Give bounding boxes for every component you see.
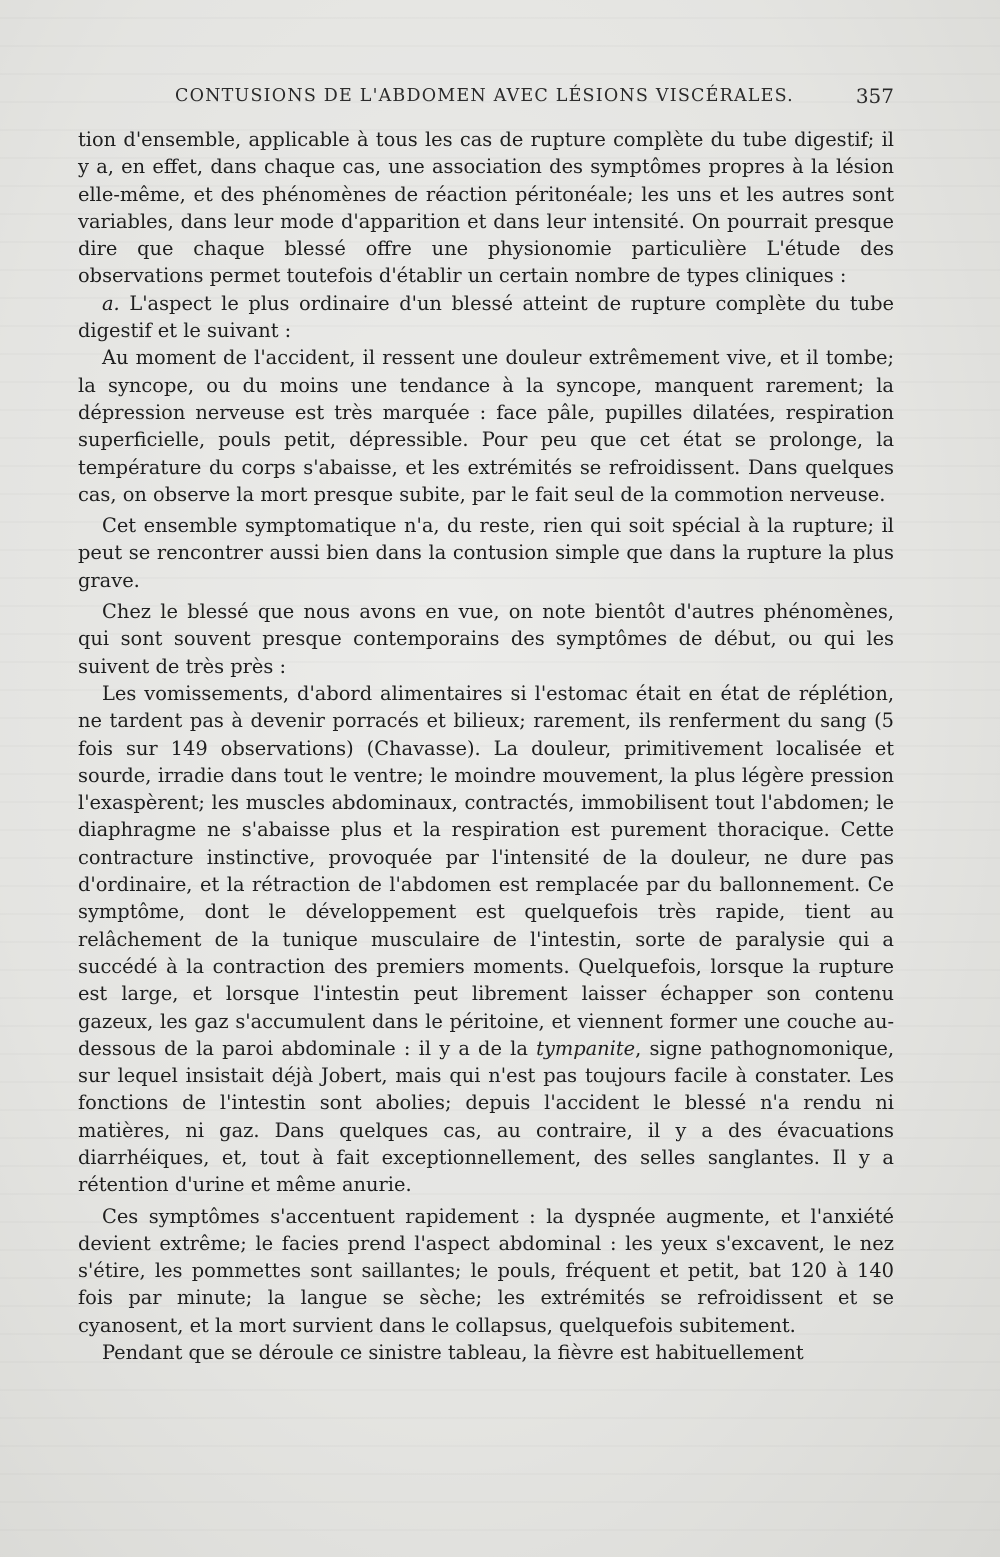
running-head: CONTUSIONS DE L'ABDOMEN AVEC LÉSIONS VISCÉRALES. [175,86,794,106]
paragraph-6-text-b: , signe pathognomonique, sur lequel insistait déjà Jobert, mais qui n'est pas toujours facile à constater. Les fonctions de l'intestin sont abolies; depuis l'accident le blessé n'a rendu ni matières, ni gaz. Dans quelques cas, au contraire, il y a des évacuations diarrhéiques, et, tout à fait exceptionnellement, des selles sanglantes. Il y a rétention d'urine et même anurie. [78,1036,894,1197]
paragraph-2-text: L'aspect le plus ordinaire d'un blessé atteint de rupture complète du tube digestif et le suivant : [78,291,894,343]
page-number: 357 [855,84,894,108]
paragraph-3: Au moment de l'accident, il ressent une douleur extrêmement vive, et il tombe; la syncope, ou du moins une tendance à la syncope, manquent rarement; la dépression nerveuse est très marquée : face pâle, pupilles dilatées, respiration superficielle, pouls petit, dépressible. Pour peu que cet état se prolonge, la température du corps s'abaisse, et les extrémités se refroidissent. Dans quelques cas, on observe la mort presque subite, par le fait seul de la commotion nerveuse. [78,346,894,506]
paragraph-4: Cet ensemble symptomatique n'a, du reste, rien qui soit spécial à la rupture; il peut se rencontrer aussi bien dans la contusion simple que dans la rupture la plus grave. [78,514,894,592]
paragraph-1: tion d'ensemble, applicable à tous les cas de rupture complète du tube digestif; il y a, en effet, dans chaque cas, une association des symptômes propres à la lésion elle-même, et des phénomènes de réaction péritonéale; les uns et les autres sont variables, dans leur mode d'apparition et dans leur intensité. On pourrait presque dire que chaque blessé offre une physionomie particulière L'étude des observations permet toutefois d'établir un certain nombre de types cliniques : [78,128,894,288]
italic-term-tympanite: tympanite [536,1036,636,1060]
paragraph-6 [78,680,894,1199]
paragraph-5: Chez le blessé que nous avons en vue, on note bientôt d'autres phénomènes, qui sont souvent presque contemporains des symptômes de début, ou qui les suivent de très près : [78,600,894,678]
paragraph-8: Pendant que se déroule ce sinistre tableau, la fièvre est habituellement [102,1341,804,1365]
body-text [78,126,894,1366]
paragraph-7: Ces symptômes s'accentuent rapidement : la dyspnée augmente, et l'anxiété devient extrême; le facies prend l'aspect abdominal : les yeux s'excavent, le nez s'étire, les pommettes sont saillantes; le pouls, fréquent et petit, bat 120 à 140 fois par minute; la langue se sèche; les extrémités se refroidissent et se cyanosent, et la mort survient dans le collapsus, quelquefois subitement. [78,1204,894,1337]
paragraph-2 [78,290,894,345]
list-marker-a: a. [102,291,120,315]
page-header [60,86,900,116]
paragraph-6-text-a: Les vomissements, d'abord alimentaires si l'estomac était en état de réplétion, ne tardent pas à devenir porracés et bilieux; rarement, ils renferment du sang (5 fois sur 149 observations) (Chavasse). La douleur, primitivement localisée et sourde, irradie dans tout le ventre; le moindre mouvement, la plus légère pression l'exaspèrent; les muscles abdominaux, contractés, immobilisent tout l'abdomen; le diaphragme ne s'abaisse plus et la respiration est purement thoracique. Cette contracture instinctive, provoquée par l'intensité de la douleur, ne dure pas d'ordinaire, et la rétraction de l'abdomen est remplacée par du ballonnement. Ce symptôme, dont le développement est quelquefois très rapide, tient au relâchement de la tunique musculaire de l'intestin, sorte de paralysie qui a succédé à la contraction des premiers moments. Quelquefois, lorsque la rupture est large, et lorsque l'intestin peut librement laisser échapper son contenu gazeux, les gaz s'accumulent dans le péritoine, et viennent former une couche au-dessous de la paroi abdominale : il y a de la [78,681,894,1060]
